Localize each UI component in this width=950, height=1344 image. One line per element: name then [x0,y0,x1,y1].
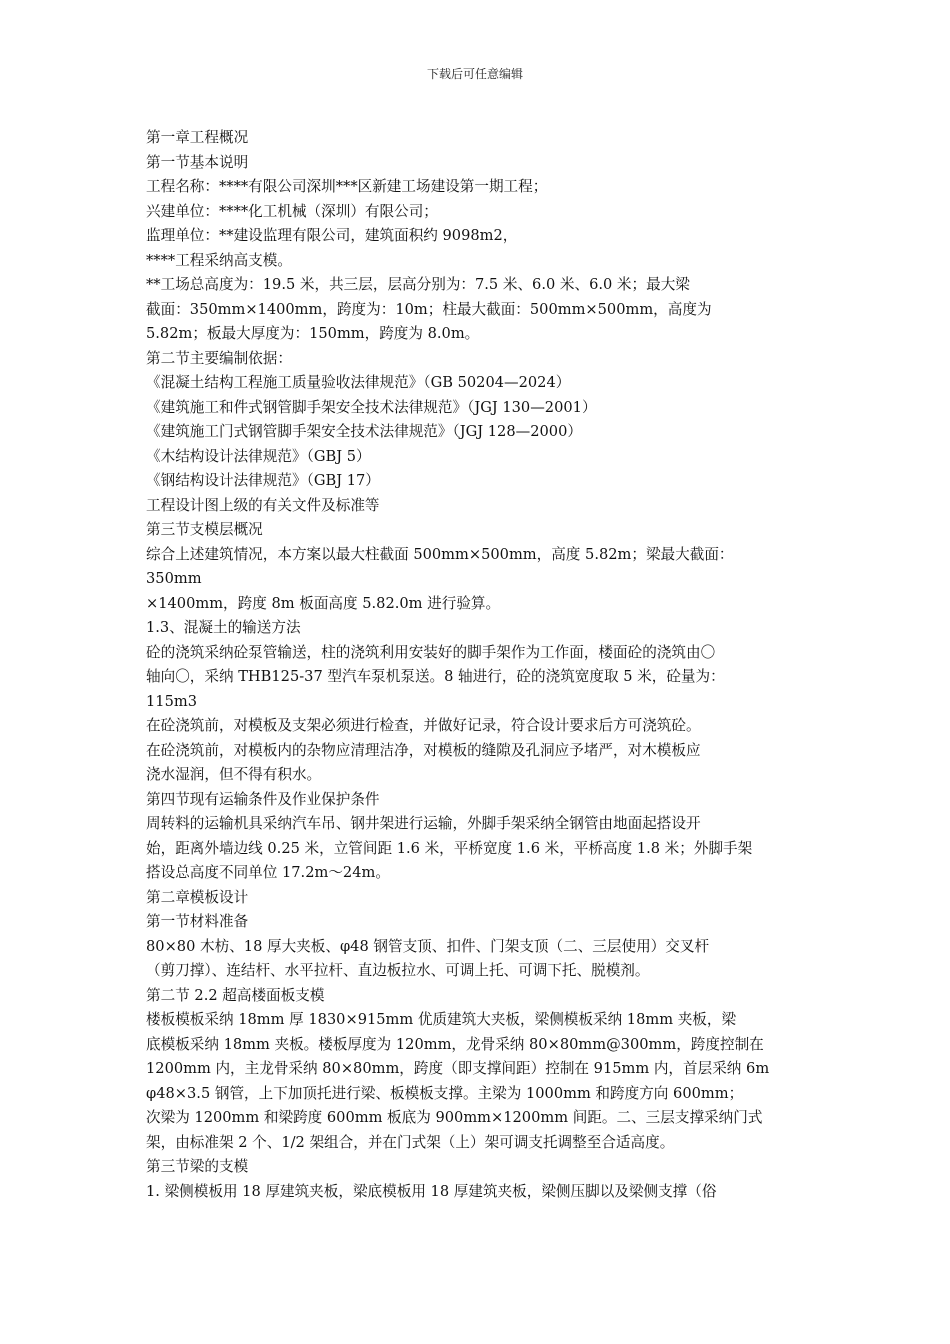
text-line: 在砼浇筑前，对模板内的杂物应清理洁净，对模板的缝隙及孔洞应予堵严，对木模板应 [146,741,701,759]
section-heading: 第一节基本说明 [146,153,249,171]
text-line: 监理单位：**建设监理有限公司，建筑面积约 9098m2， [146,227,518,244]
text-line: （剪刀撑）、连结杆、水平拉杆、直边板拉水、可调上托、可调下托、脱模剂。 [146,962,650,979]
text-line: 115m3 [146,692,197,710]
section-heading: 第一节材料准备 [146,913,249,930]
text-line: 始，距离外墙边线 0.25 米，立管间距 1.6 米，平桥宽度 1.6 米，平桥高度 1.8 米；外脚手架 [146,839,753,857]
text-line: φ48×3.5 钢管，上下加顶托进行梁、板模板支撑。主梁为 1000mm 和跨度方向 600mm； [146,1084,744,1102]
text-line: 工程名称：****有限公司深圳***区新建工场建设第一期工程； [146,178,548,195]
document-body [146,126,814,1204]
text-line: 综合上述建筑情况，本方案以最大柱截面 500mm×500mm，高度 5.82m；梁最大截面： [146,545,734,563]
page-header [0,66,950,82]
section-heading: 第三节梁的支模 [146,1158,249,1175]
chapter-heading: 第二章模板设计 [146,888,249,906]
text-line: 《建筑施工和件式钢管脚手架安全技术法律规范》（JGJ 130—2001） [146,398,597,416]
text-line: **工场总高度为：19.5 米，共三层，层高分别为：7.5 米、6.0 米、6.0 米；最大梁 [146,276,690,293]
text-line: ****工程采纳高支模。 [146,251,292,269]
text-line: 楼板模板采纳 18mm 厚 1830×915mm 优质建筑大夹板，梁侧模板采纳 18mm 夹板，梁 [146,1011,737,1028]
chapter-heading: 第一章工程概况 [146,129,249,146]
page-header-text: 下载后可任意编辑 [426,67,523,81]
text-line: 350mm [146,570,202,587]
text-line: 《钢结构设计法律规范》（GBJ 17） [146,472,380,489]
text-line: 1. 梁侧模板用 18 厚建筑夹板，梁底模板用 18 厚建筑夹板，梁侧压脚以及梁侧支撑（俗 [146,1182,717,1200]
text-line: 搭设总高度不同单位 17.2m～24m。 [146,864,390,881]
text-line: 5.82m；板最大厚度为：150mm，跨度为 8.0m。 [146,325,480,342]
text-line: 工程设计图上级的有关文件及标准等 [146,496,380,514]
text-line: 在砼浇筑前，对模板及支架必须进行检查，并做好记录，符合设计要求后方可浇筑砼。 [146,717,701,734]
text-line: 截面：350mm×1400mm，跨度为：10m；柱最大截面：500mm×500mm，高度为 [146,300,712,318]
text-line: 架，由标准架 2 个、1/2 架组合，并在门式架（上）架可调支托调整至合适高度。 [146,1133,675,1151]
text-line: 《建筑施工门式钢管脚手架安全技术法律规范》（JGJ 128—2000） [146,423,582,440]
text-line: 次梁为 1200mm 和梁跨度 600mm 板底为 900mm×1200mm 间距。二、三层支撑采纳门式 [146,1109,763,1126]
text-line: 兴建单位：****化工机械（深圳）有限公司； [146,202,438,220]
section-heading: 第三节支模层概况 [146,521,263,538]
text-line: 80×80 木枋、18 厚大夹板、φ48 钢管支顶、扣件、门架支顶（二、三层使用）交叉杆 [146,937,710,955]
text-line: 周转料的运输机具采纳汽车吊、钢井架进行运输，外脚手架采纳全钢管由地面起搭设开 [146,815,701,832]
section-heading: 第四节现有运输条件及作业保护条件 [146,790,380,808]
text-line: 轴向〇，采纳 THB125-37 型汽车泵机泵送。8 轴进行，砼的浇筑宽度取 5 米，砼量为： [146,668,725,685]
text-line: ×1400mm，跨度 8m 板面高度 5.82.0m 进行验算。 [146,594,501,612]
text-line: 浇水湿润，但不得有积水。 [146,766,322,783]
subsection-heading: 1.3、混凝土的输送方法 [146,619,301,636]
text-line: 《混凝土结构工程施工质量验收法律规范》（GB 50204—2024） [146,374,571,391]
text-line: 砼的浇筑采纳砼泵管输送，柱的浇筑利用安装好的脚手架作为工作面，楼面砼的浇筑由〇 [146,643,716,661]
section-heading: 第二节 2.2 超高楼面板支模 [146,986,325,1004]
text-line: 《木结构设计法律规范》（GBJ 5） [146,447,371,465]
section-heading: 第二节主要编制依据： [146,349,292,367]
text-line: 1200mm 内，主龙骨采纳 80×80mm，跨度（即支撑间距）控制在 915mm 内，首层采纳 6m [146,1060,770,1077]
text-line: 底模板采纳 18mm 夹板。楼板厚度为 120mm，龙骨采纳 80×80mm@300mm，跨度控制在 [146,1035,764,1053]
